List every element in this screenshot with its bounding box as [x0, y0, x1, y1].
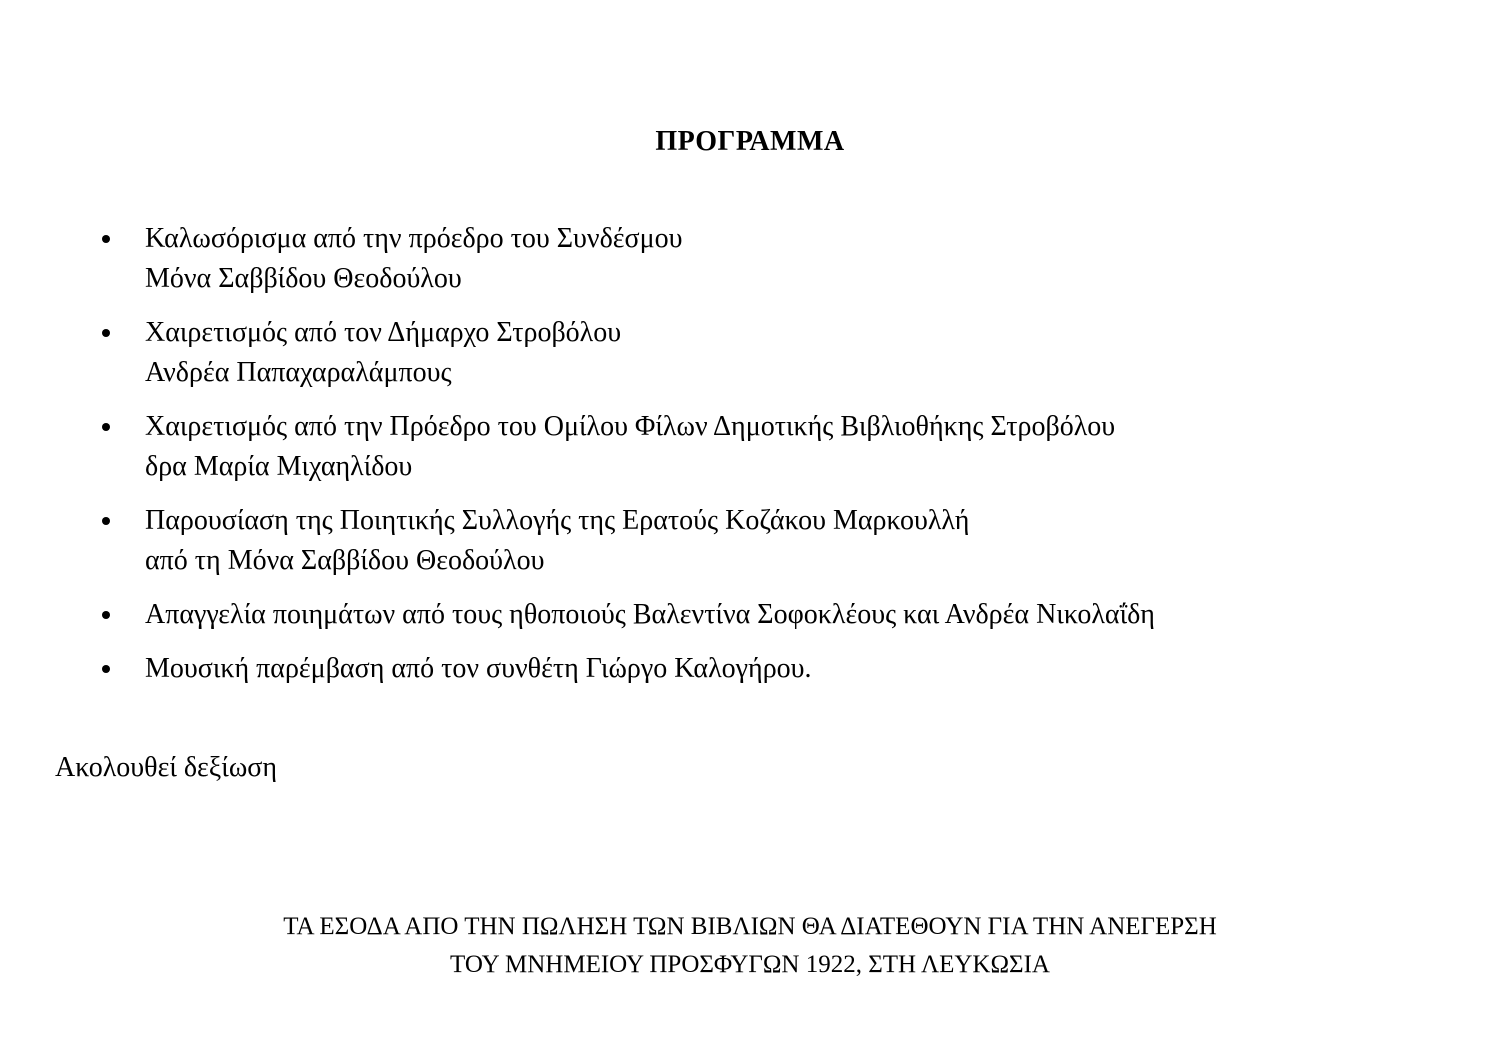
footer-line: ΤΑ ΕΣΟΔΑ ΑΠΟ ΤΗΝ ΠΩΛΗΣΗ ΤΩΝ ΒΙΒΛΙΩΝ ΘΑ ΔΙΑΤΕΘΟΥΝ ΓΙΑ ΤΗΝ ΑΝΕΓΕΡΣΗ: [283, 913, 1217, 940]
list-item: [100, 219, 1400, 299]
bullet-icon: [102, 235, 110, 243]
list-item: [100, 595, 1400, 635]
item-line: Παρουσίαση της Ποιητικής Συλλογής της Ερατούς Κοζάκου Μαρκουλλή: [145, 505, 970, 536]
item-line: Καλωσόρισμα από την πρόεδρο του Συνδέσμου: [145, 223, 683, 254]
item-line: από τη Μόνα Σαββίδου Θεοδούλου: [145, 545, 545, 576]
list-item: [100, 407, 1400, 487]
program-list: [100, 219, 1400, 689]
list-item: [100, 501, 1400, 581]
bullet-icon: [102, 329, 110, 337]
bullet-icon: [102, 423, 110, 431]
footer-note: [0, 908, 1500, 984]
reception-note: Ακολουθεί δεξίωση: [55, 752, 277, 783]
item-line: Χαιρετισμός από την Πρόεδρο του Ομίλου Φίλων Δημοτικής Βιβλιοθήκης Στροβόλου: [145, 411, 1116, 442]
page-title: ΠΡΟΓΡΑΜΜΑ: [655, 126, 845, 157]
bullet-icon: [102, 517, 110, 525]
item-line: Ανδρέα Παπαχαραλάμπους: [145, 357, 452, 388]
item-line: Απαγγελία ποιημάτων από τους ηθοποιούς Βαλεντίνα Σοφοκλέους και Ανδρέα Νικολαΐδη: [145, 599, 1155, 630]
item-line: Μουσική παρέμβαση από τον συνθέτη Γιώργο Καλογήρου.: [145, 653, 812, 684]
footer-line: ΤΟΥ ΜΝΗΜΕΙΟΥ ΠΡΟΣΦΥΓΩΝ 1922, ΣΤΗ ΛΕΥΚΩΣΙΑ: [450, 951, 1050, 978]
bullet-icon: [102, 665, 110, 673]
list-item: [100, 649, 1400, 689]
bullet-icon: [102, 611, 110, 619]
item-line: δρα Μαρία Μιχαηλίδου: [145, 451, 413, 482]
list-item: [100, 313, 1400, 393]
item-line: Μόνα Σαββίδου Θεοδούλου: [145, 263, 462, 294]
item-line: Χαιρετισμός από τον Δήμαρχο Στροβόλου: [145, 317, 622, 348]
